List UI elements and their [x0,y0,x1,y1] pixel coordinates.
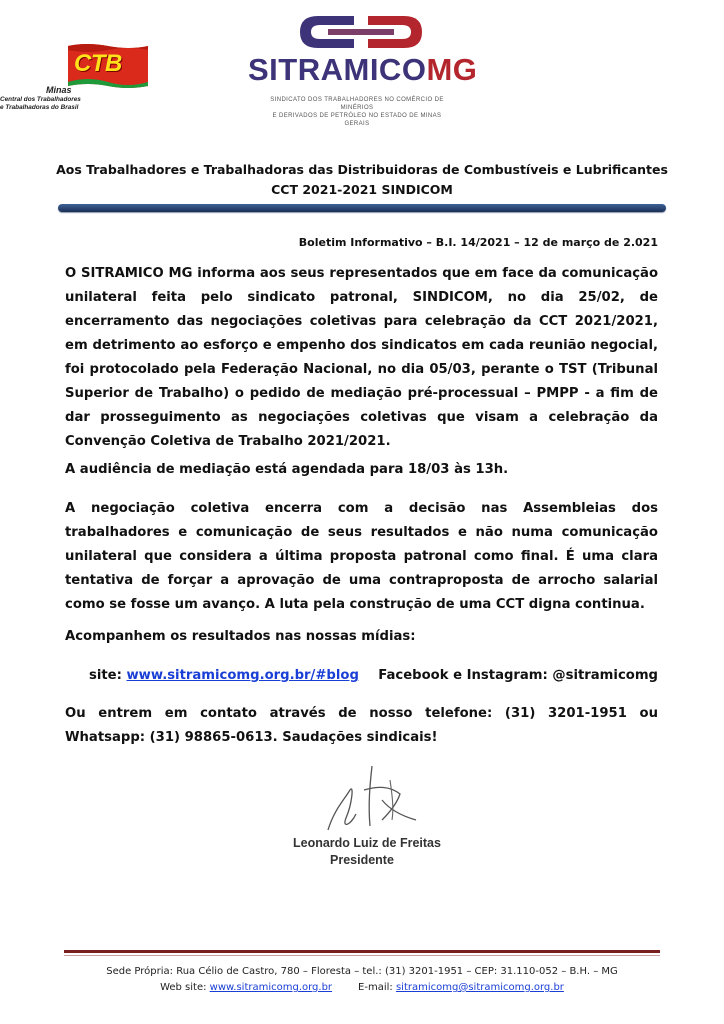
sitramico-emblem-icon [296,12,426,57]
title-divider [58,204,666,212]
document-title [40,160,684,200]
ctb-name-line2: e Trabalhadoras do Brasil [0,103,79,111]
footer-email-link[interactable]: sitramicomg@sitramicomg.org.br [395,982,564,993]
bulletin-reference: Boletim Informativo – B.I. 14/2021 – 12 de março de 2.021 [298,236,658,249]
title-line2: CCT 2021-2021 SINDICOM [271,182,453,197]
ctb-name-line1: Central dos Trabalhadores [0,96,81,103]
paragraph-hearing: A audiência de mediação está agendada para 18/03 às 13h. [65,462,509,477]
sitramico-logo-text [248,52,478,88]
ctb-logo-text: CTB [74,50,122,77]
paragraph-follow: Acompanhem os resultados nas nossas mídias: [65,629,416,644]
footer-contacts [40,980,684,996]
subtitle-line1: SINDICATO DOS TRABALHADORES NO COMÉRCIO DE MINÉRIOS [270,97,444,111]
paragraph-negotiation: A negociação coletiva encerra com a decisão nas Assembleias dos trabalhadores e comunicação de seus resultados e não numa comunicação unilateral que considera a última proposta patronal como final. É uma clara tentativa de forçar a aprovação de uma contraproposta de arrocho salarial como se fosse um avanço. A luta pela construção de uma CCT digna continua. [65,501,658,612]
footer-divider-thin [64,955,660,956]
handwritten-signature-icon [320,760,430,845]
site-label: site: [89,668,127,683]
sitramico-subtitle [262,96,452,128]
site-line [89,664,359,688]
ctb-flag-icon [66,42,150,90]
paragraph-contact: Ou entrem em contato através de nosso telefone: (31) 3201-1951 ou Whatsapp: (31) 98865-0613. Saudações sindicais! [65,706,658,745]
footer-address: Sede Própria: Rua Célio de Castro, 780 – Floresta – tel.: (31) 3201-1951 – CEP: 31.110-052 – B.H. – MG [106,966,618,977]
footer-divider [64,950,660,953]
blog-link[interactable]: www.sitramicomg.org.br/#blog [126,668,359,683]
ctb-region: Minas [46,85,72,95]
logo-name-part1: SITRAMICO [248,52,427,87]
ctb-full-name [0,96,110,111]
footer-web-label: Web site: [160,982,210,993]
ctb-logo [66,42,154,90]
signatory-name: Leonardo Luiz de Freitas [293,836,441,850]
signatory-role: Presidente [330,853,394,867]
logo-name-part2: MG [426,52,478,87]
footer-website-link[interactable]: www.sitramicomg.org.br [209,982,333,993]
paragraph-announcement: O SITRAMICO MG informa aos seus representados que em face da comunicação unilateral feita pelo sindicato patronal, SINDICOM, no dia 25/02, de encerramento das negociações coletivas para celebração da CCT 2021/2021, em detrimento ao esforço e empenho dos sindicatos em cada reunião negocial, foi protocolado pela Federação Nacional, no dia 05/03, perante o TST (Tribunal Superior de Trabalho) o pedido de mediação pré-processual – PMPP - a fim de dar prosseguimento as negociações coletivas que visam a celebração da Convenção Coletiva de Trabalho 2021/2021. [65,266,658,449]
social-handle: Facebook e Instagram: @sitramicomg [378,668,658,683]
footer-email-label: E-mail: [358,982,396,993]
footer [40,964,684,996]
title-line1: Aos Trabalhadores e Trabalhadoras das Distribuidoras de Combustíveis e Lubrificantes [56,162,668,177]
subtitle-line2: E DERIVADOS DE PETRÓLEO NO ESTADO DE MINAS GERAIS [272,113,442,127]
